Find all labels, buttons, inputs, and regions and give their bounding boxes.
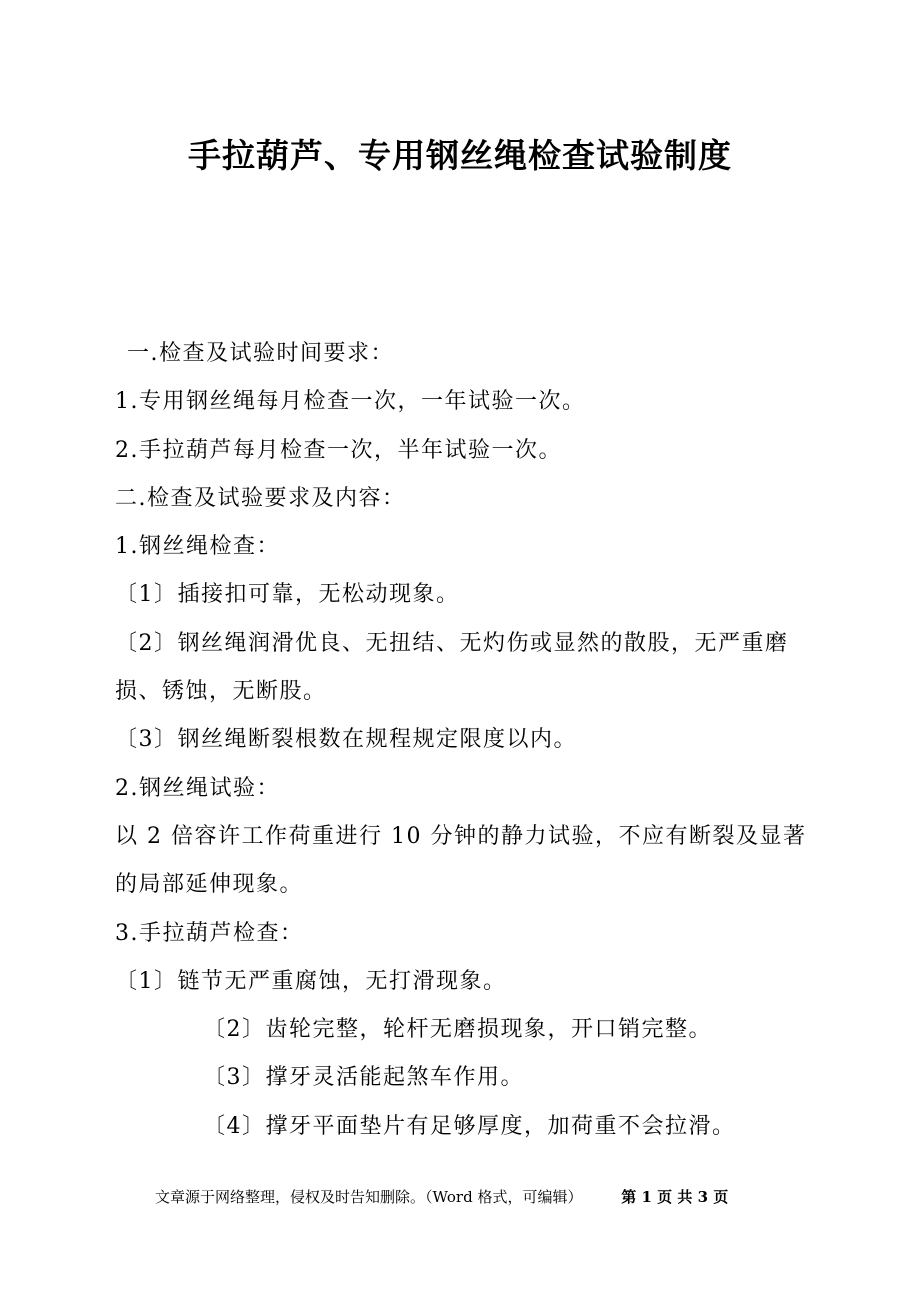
footer-page-number: 第 1 页 共 3 页 (621, 1188, 729, 1206)
subsection-heading: 1.钢丝绳检查： (115, 534, 280, 560)
subsection-heading: 3.手拉葫芦检查： (115, 920, 304, 946)
footer-source-note: 文章源于网络整理，侵权及时告知删除。（Word 格式，可编辑） (155, 1188, 583, 1206)
subsection-heading: 2.钢丝绳试验： (115, 775, 280, 801)
document-body (115, 330, 815, 1151)
paragraph-line: 2.手拉葫芦每月检查一次，半年试验一次。 (115, 437, 562, 463)
section-heading-1: 一.检查及试验时间要求： (127, 341, 394, 366)
list-item: 〔4〕撑牙平面垫片有足够厚度，加荷重不会拉滑。 (203, 1113, 736, 1139)
list-item-continuation: 损、锈蚀，无断股。 (115, 679, 327, 705)
list-item: 〔3〕钢丝绳断裂根数在规程规定限度以内。 (115, 727, 577, 753)
list-item: 〔2〕齿轮完整，轮杆无磨损现象，开口销完整。 (203, 1017, 712, 1043)
list-item: 〔1〕插接扣可靠，无松动现象。 (115, 582, 460, 608)
paragraph-line: 1.专用钢丝绳每月检查一次，一年试验一次。 (115, 389, 586, 415)
list-item: 〔1〕链节无严重腐蚀，无打滑现象。 (115, 968, 507, 994)
paragraph-line-continuation: 的局部延伸现象。 (115, 872, 304, 898)
section-heading-2: 二.检查及试验要求及内容： (115, 485, 406, 511)
list-item: 〔3〕撑牙灵活能起煞车作用。 (203, 1065, 524, 1091)
list-item: 〔2〕钢丝绳润滑优良、无扭结、无灼伤或显然的散股，无严重磨 (115, 630, 789, 656)
page-footer (155, 1186, 775, 1208)
document-title: 手拉葫芦、专用钢丝绳检查试验制度 (188, 136, 732, 175)
paragraph-line: 以 2 倍容许工作荷重进行 10 分钟的静力试验，不应有断裂及显著 (115, 823, 807, 849)
